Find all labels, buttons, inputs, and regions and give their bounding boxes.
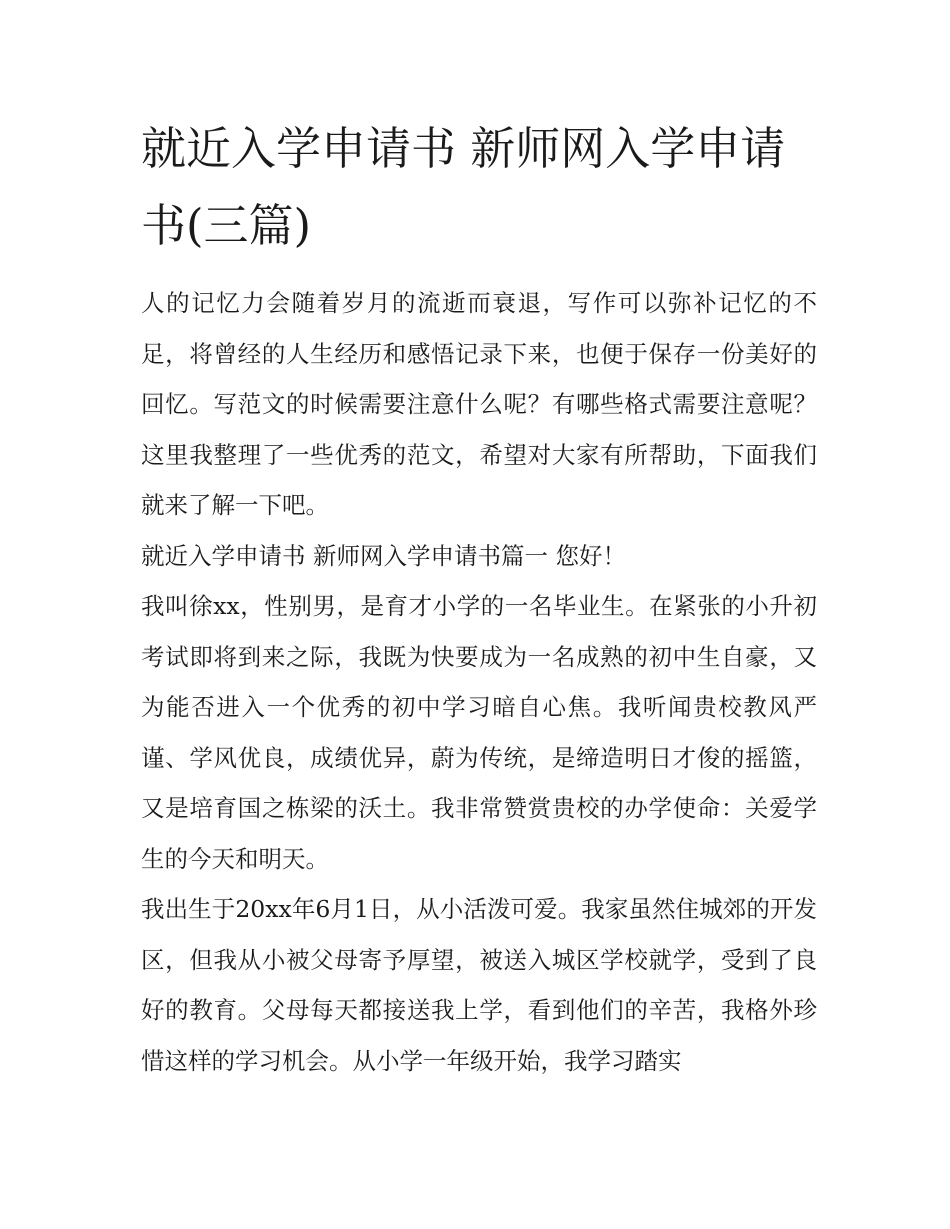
intro-paragraph: 人的记忆力会随着岁月的流逝而衰退，写作可以弥补记忆的不足，将曾经的人生经历和感悟记录下来，也便于保存一份美好的回忆。写范文的时候需要注意什么呢？有哪些格式需要注意呢？这里我整理了一些优秀的范文，希望对大家有所帮助，下面我们就来了解一下吧。 <box>141 289 817 519</box>
body-paragraph: 我出生于20xx年6月1日，从小活泼可爱。我家虽然住城郊的开发区，但我从小被父母寄予厚望，被送入城区学校就学，受到了良好的教育。父母每天都接送我上学，看到他们的辛苦，我格外珍惜这样的学习机会。从小学一年级开始，我学习踏实 <box>141 895 817 1075</box>
body-paragraph: 我叫徐xx，性别男，是育才小学的一名毕业生。在紧张的小升初考试即将到来之际，我既为快要成为一名成熟的初中生自豪，又为能否进入一个优秀的初中学习暗自心焦。我听闻贵校教风严谨、学风优良，成绩优异，蔚为传统，是缔造明日才俊的摇篮，又是培育国之栋梁的沃土。我非常赞赏贵校的办学使命：关爱学生的今天和明天。 <box>141 592 817 873</box>
section-heading-paragraph: 就近入学申请书 新师网入学申请书篇一 您好！ <box>141 541 626 570</box>
document-title: 就近入学申请书 新师网入学申请书(三篇) <box>141 122 786 252</box>
